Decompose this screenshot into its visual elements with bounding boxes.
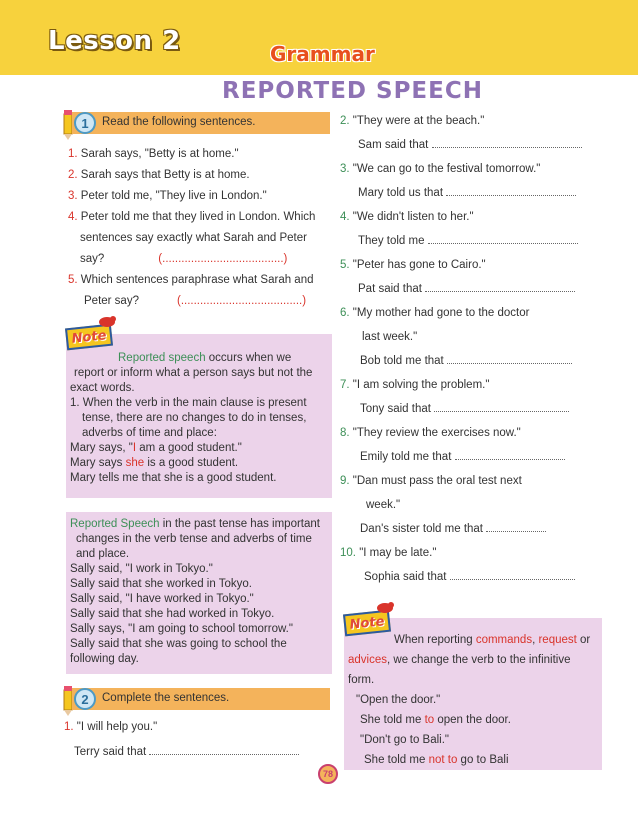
exercise-answer: Emily told me that: [360, 451, 565, 463]
page-title: REPORTED SPEECH: [222, 78, 483, 104]
exercise-quote: 8. "They review the exercises now.": [340, 427, 521, 439]
list-item: 5. Which sentences paraphrase what Sarah and: [68, 274, 314, 286]
list-item-cont: Peter say? (......................................): [84, 295, 307, 307]
instruction-1: Read the following sentences.: [102, 116, 256, 128]
note-text: Reported speech occurs when we: [118, 352, 292, 364]
note-text: Sally said, "I have worked in Tokyo.": [70, 593, 254, 605]
exercise-answer: Sam said that: [358, 139, 582, 151]
list-item: 3. Peter told me, "They live in London.": [68, 190, 267, 202]
note-text: following day.: [70, 653, 139, 665]
list-item-cont: sentences say exactly what Sarah and Peter: [80, 232, 307, 244]
exercise-quote: 1. "I will help you.": [64, 721, 158, 733]
note-text: When reporting commands, request or: [394, 634, 591, 646]
note-example: Mary says she is a good student.: [70, 457, 239, 469]
note-example: She told me to open the door.: [360, 714, 511, 726]
note-text: advices, we change the verb to the infinitive: [348, 654, 571, 666]
exercise-quote-cont: last week.": [362, 331, 418, 343]
note-example: She told me not to go to Bali: [364, 754, 509, 766]
exercise-answer: Tony said that: [360, 403, 569, 415]
instruction-2: Complete the sentences.: [102, 692, 230, 704]
note-text: report or inform what a person says but not the: [74, 367, 313, 379]
section-number-1: 1: [74, 112, 96, 134]
exercise-quote: 5. "Peter has gone to Cairo.": [340, 259, 486, 271]
exercise-answer: Bob told me that: [360, 355, 572, 367]
note-example: "Don't go to Bali.": [360, 734, 449, 746]
note-tag: Note: [343, 610, 391, 637]
note-example: Mary says, "I am a good student.": [70, 442, 242, 454]
exercise-answer: Sophia said that: [364, 571, 575, 583]
exercise-answer: Mary told us that: [358, 187, 576, 199]
lesson-title: Lesson 2: [48, 26, 181, 56]
exercise-quote: 4. "We didn't listen to her.": [340, 211, 474, 223]
exercise-quote: 3. "We can go to the festival tomorrow.": [340, 163, 541, 175]
note-text: Sally said that she had worked in Tokyo.: [70, 608, 275, 620]
note-example: Mary tells me that she is a good student.: [70, 472, 277, 484]
note-text: Reported Speech in the past tense has important: [70, 518, 320, 530]
note-text: Sally said that she worked in Tokyo.: [70, 578, 252, 590]
list-item: 4. Peter told me that they lived in London. Which: [68, 211, 316, 223]
exercise-quote: 10. "I may be late.": [340, 547, 437, 559]
note-text: Sally said that she was going to school the: [70, 638, 287, 650]
exercise-quote: 7. "I am solving the problem.": [340, 379, 490, 391]
section-number-2: 2: [74, 688, 96, 710]
page-number: 78: [318, 764, 338, 784]
note-text: exact words.: [70, 382, 135, 394]
list-item-cont: say? (......................................): [80, 253, 288, 265]
exercise-quote: 2. "They were at the beach.": [340, 115, 485, 127]
note-text: changes in the verb tense and adverbs of time: [76, 533, 312, 545]
note-text: adverbs of time and place:: [82, 427, 217, 439]
bird-icon: [374, 600, 396, 614]
exercise-answer: They told me: [358, 235, 578, 247]
note-text: tense, there are no changes to do in tenses,: [82, 412, 307, 424]
note-example: "Open the door.": [356, 694, 441, 706]
note-text: 1. When the verb in the main clause is present: [70, 397, 307, 409]
subject-title: Grammar: [270, 42, 375, 66]
note-text: Sally said, "I work in Tokyo.": [70, 563, 213, 575]
note-text: and place.: [76, 548, 130, 560]
bird-icon: [96, 314, 118, 328]
note-tag: Note: [65, 324, 113, 351]
exercise-answer: Pat said that: [358, 283, 575, 295]
exercise-answer: Dan's sister told me that: [360, 523, 546, 535]
exercise-quote: 9. "Dan must pass the oral test next: [340, 475, 522, 487]
exercise-answer: Terry said that: [74, 746, 299, 758]
exercise-quote: 6. "My mother had gone to the doctor: [340, 307, 530, 319]
list-item: 2. Sarah says that Betty is at home.: [68, 169, 250, 181]
note-text: form.: [348, 674, 375, 686]
list-item: 1. Sarah says, "Betty is at home.": [68, 148, 239, 160]
exercise-quote-cont: week.": [366, 499, 401, 511]
note-text: Sally says, "I am going to school tomorrow.": [70, 623, 293, 635]
